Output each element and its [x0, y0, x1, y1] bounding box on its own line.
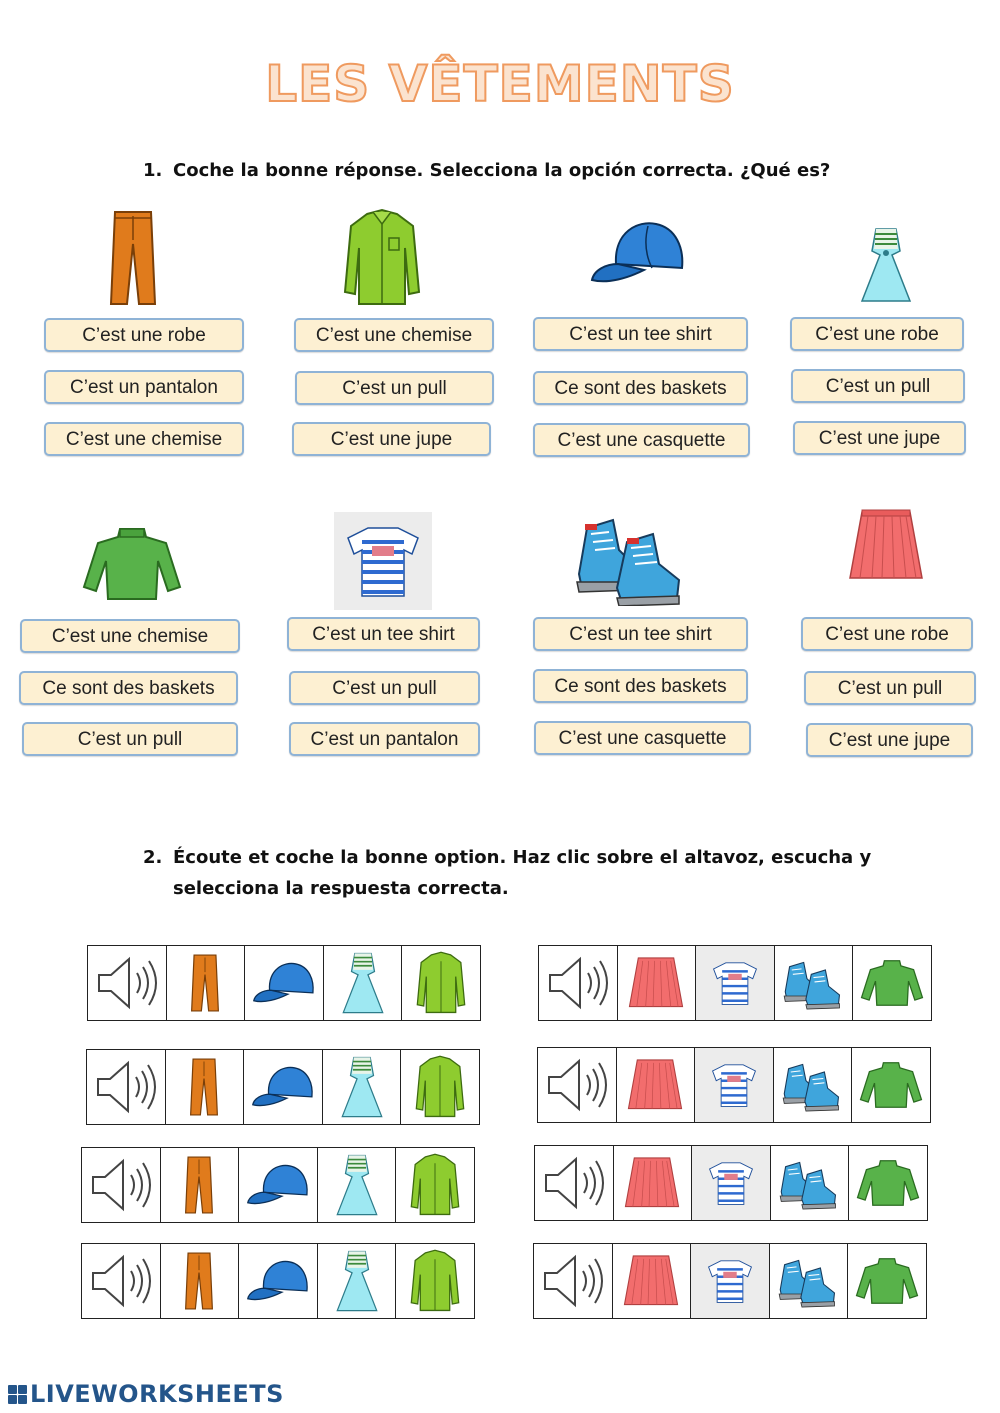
q3-option-3[interactable]: C’est une casquette [533, 423, 750, 457]
shirt-icon [410, 1249, 460, 1313]
trousers-choice-cell[interactable] [161, 1148, 240, 1222]
logo-text: LIVEWORKSHEETS [30, 1380, 284, 1408]
cap-choice-cell[interactable] [245, 946, 324, 1020]
q7-option-3[interactable]: C’est une casquette [534, 721, 751, 755]
dress-choice-cell[interactable] [323, 1050, 402, 1124]
q4-option-2[interactable]: C’est un pull [791, 369, 965, 403]
sneakers-icon [777, 1254, 841, 1308]
right-listening-row-4 [533, 1243, 927, 1319]
q5-option-3[interactable]: C’est un pull [22, 722, 238, 756]
speaker-button[interactable] [538, 1048, 617, 1122]
dress-icon [334, 1248, 380, 1314]
sweater-choice-cell[interactable] [853, 946, 931, 1020]
sweater-image [80, 525, 184, 603]
sneakers-icon [781, 1058, 845, 1112]
sweater-icon [854, 1255, 920, 1307]
trousers-icon [187, 1055, 221, 1119]
trousers-icon [182, 1249, 216, 1313]
cap-choice-cell[interactable] [239, 1244, 318, 1318]
speaker-icon [89, 1253, 153, 1309]
speaker-button[interactable] [82, 1244, 161, 1318]
q7-option-2[interactable]: Ce sont des baskets [533, 669, 748, 703]
q4-option-1[interactable]: C’est une robe [790, 317, 964, 351]
shirt-image [343, 208, 421, 308]
sneakers-choice-cell[interactable] [771, 1146, 850, 1220]
shirt-choice-cell[interactable] [396, 1148, 474, 1222]
exercise-2-text-line1: Écoute et coche la bonne option. Haz clic sobre el altavoz, escucha y [173, 847, 872, 868]
exercise-2-number: 2. [143, 847, 163, 868]
q6-option-1[interactable]: C’est un tee shirt [287, 617, 480, 651]
dress-choice-cell[interactable] [324, 946, 403, 1020]
trousers-choice-cell[interactable] [167, 946, 246, 1020]
dress-icon [340, 950, 386, 1016]
sneakers-icon [778, 1156, 842, 1210]
sweater-icon [859, 957, 925, 1009]
trousers-choice-cell[interactable] [166, 1050, 245, 1124]
speaker-button[interactable] [534, 1244, 613, 1318]
sweater-choice-cell[interactable] [848, 1244, 926, 1318]
tshirt-choice-cell[interactable] [695, 1048, 774, 1122]
skirt-icon [625, 1057, 685, 1113]
q2-option-3[interactable]: C’est une jupe [292, 422, 491, 456]
right-listening-row-3 [534, 1145, 928, 1221]
speaker-icon [546, 955, 610, 1011]
q1-option-3[interactable]: C’est une chemise [44, 422, 244, 456]
tshirt-icon [705, 953, 765, 1013]
logo-icon [8, 1385, 27, 1404]
page-title: LES VÊTEMENTS [265, 55, 735, 113]
cap-choice-cell[interactable] [239, 1148, 318, 1222]
dress-icon [334, 1152, 380, 1218]
left-listening-row-3 [81, 1147, 475, 1223]
shirt-icon [410, 1153, 460, 1217]
q2-option-1[interactable]: C’est une chemise [294, 318, 494, 352]
exercise-1-text: Coche la bonne réponse. Selecciona la opción correcta. ¿Qué es? [173, 160, 831, 181]
dress-image [858, 225, 914, 305]
speaker-button[interactable] [88, 946, 167, 1020]
skirt-choice-cell[interactable] [617, 1048, 696, 1122]
q5-option-1[interactable]: C’est une chemise [20, 619, 240, 653]
q6-option-2[interactable]: C’est un pull [289, 671, 480, 705]
tshirt-image [334, 512, 432, 610]
sweater-icon [858, 1059, 924, 1111]
skirt-image [846, 508, 926, 584]
shirt-icon [416, 951, 466, 1015]
trousers-choice-cell[interactable] [161, 1244, 240, 1318]
sneakers-image [573, 510, 691, 606]
sneakers-choice-cell[interactable] [770, 1244, 849, 1318]
skirt-icon [626, 955, 686, 1011]
left-listening-row-1 [87, 945, 481, 1021]
q5-option-2[interactable]: Ce sont des baskets [19, 671, 238, 705]
cap-choice-cell[interactable] [244, 1050, 323, 1124]
speaker-button[interactable] [535, 1146, 614, 1220]
cap-icon [245, 1162, 311, 1208]
tshirt-choice-cell[interactable] [692, 1146, 771, 1220]
cap-image [588, 218, 688, 288]
skirt-choice-cell[interactable] [614, 1146, 693, 1220]
speaker-icon [95, 955, 159, 1011]
q3-option-2[interactable]: Ce sont des baskets [533, 371, 748, 405]
tshirt-icon [701, 1153, 761, 1213]
speaker-icon [542, 1155, 606, 1211]
q8-option-2[interactable]: C’est un pull [804, 671, 976, 705]
q2-option-2[interactable]: C’est un pull [295, 371, 494, 405]
speaker-button[interactable] [82, 1148, 161, 1222]
skirt-icon [621, 1253, 681, 1309]
q3-option-1[interactable]: C’est un tee shirt [533, 317, 748, 351]
skirt-choice-cell[interactable] [618, 946, 697, 1020]
dress-icon [339, 1054, 385, 1120]
q8-option-3[interactable]: C’est une jupe [806, 723, 973, 757]
q1-option-1[interactable]: C’est une robe [44, 318, 244, 352]
cap-icon [245, 1258, 311, 1304]
shirt-choice-cell[interactable] [402, 946, 480, 1020]
q6-option-3[interactable]: C’est un pantalon [289, 722, 480, 756]
q4-option-3[interactable]: C’est une jupe [793, 421, 966, 455]
q1-option-2[interactable]: C’est un pantalon [44, 370, 244, 404]
shirt-choice-cell[interactable] [401, 1050, 479, 1124]
shirt-choice-cell[interactable] [396, 1244, 474, 1318]
speaker-button[interactable] [87, 1050, 166, 1124]
dress-choice-cell[interactable] [318, 1148, 397, 1222]
cap-icon [250, 1064, 316, 1110]
speaker-icon [541, 1253, 605, 1309]
exercise-1-instruction [143, 155, 830, 186]
q7-option-1[interactable]: C’est un tee shirt [533, 617, 748, 651]
trousers-icon [182, 1153, 216, 1217]
cap-icon [251, 960, 317, 1006]
sneakers-choice-cell[interactable] [774, 1048, 853, 1122]
left-listening-row-2 [86, 1049, 480, 1125]
trousers-icon [188, 951, 222, 1015]
skirt-choice-cell[interactable] [613, 1244, 692, 1318]
exercise-2-instruction [143, 842, 871, 904]
left-listening-row-4 [81, 1243, 475, 1319]
tshirt-icon [700, 1251, 760, 1311]
liveworksheets-logo [8, 1380, 284, 1408]
exercise-2-text-line2: selecciona la respuesta correcta. [173, 878, 509, 899]
sneakers-icon [782, 956, 846, 1010]
skirt-icon [622, 1155, 682, 1211]
right-listening-row-1 [538, 945, 932, 1021]
tshirt-choice-cell[interactable] [696, 946, 775, 1020]
sweater-choice-cell[interactable] [852, 1048, 930, 1122]
q8-option-1[interactable]: C’est une robe [801, 617, 973, 651]
tshirt-choice-cell[interactable] [691, 1244, 770, 1318]
speaker-icon [89, 1157, 153, 1213]
tshirt-icon [704, 1055, 764, 1115]
speaker-icon [545, 1057, 609, 1113]
exercise-1-number: 1. [143, 160, 163, 181]
shirt-icon [415, 1055, 465, 1119]
speaker-icon [94, 1059, 158, 1115]
sweater-icon [855, 1157, 921, 1209]
sweater-choice-cell[interactable] [849, 1146, 927, 1220]
trousers-image [105, 210, 161, 306]
right-listening-row-2 [537, 1047, 931, 1123]
dress-choice-cell[interactable] [318, 1244, 397, 1318]
speaker-button[interactable] [539, 946, 618, 1020]
sneakers-choice-cell[interactable] [775, 946, 854, 1020]
